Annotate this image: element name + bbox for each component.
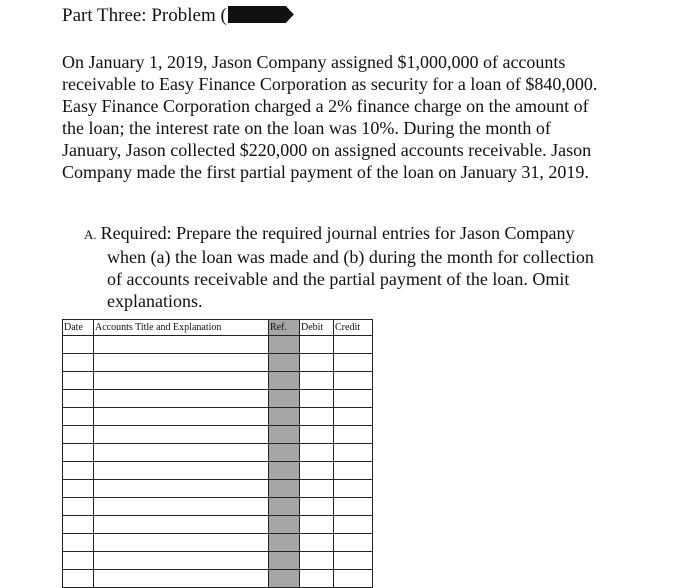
table-row (63, 336, 373, 354)
debit-cell[interactable] (300, 390, 334, 408)
date-cell[interactable] (63, 534, 94, 552)
account-cell[interactable] (94, 372, 269, 390)
debit-cell[interactable] (300, 372, 334, 390)
date-cell[interactable] (63, 354, 94, 372)
date-cell[interactable] (63, 336, 94, 354)
problem-line: Company made the first partial payment of the loan on January 31, 2019. (62, 162, 589, 182)
table-row (63, 408, 373, 426)
table-row (63, 444, 373, 462)
requirement-line: explanations. (107, 291, 203, 311)
account-cell[interactable] (94, 408, 269, 426)
debit-cell[interactable] (300, 354, 334, 372)
requirement-line: of accounts receivable and the partial payment of the loan. Omit (107, 269, 570, 289)
account-cell[interactable] (94, 534, 269, 552)
date-cell[interactable] (63, 462, 94, 480)
problem-line: receivable to Easy Finance Corporation as security for a loan of $840,000. (62, 74, 598, 94)
problem-line: On January 1, 2019, Jason Company assigned $1,000,000 of accounts (62, 52, 566, 72)
date-cell[interactable] (63, 408, 94, 426)
account-cell[interactable] (94, 480, 269, 498)
debit-cell[interactable] (300, 408, 334, 426)
date-cell[interactable] (63, 552, 94, 570)
table-row (63, 552, 373, 570)
ref-cell[interactable] (269, 408, 300, 426)
credit-cell[interactable] (334, 444, 373, 462)
ref-cell[interactable] (269, 390, 300, 408)
table-row (63, 534, 373, 552)
ref-cell[interactable] (269, 444, 300, 462)
requirement-marker: A. (84, 227, 97, 242)
account-cell[interactable] (94, 462, 269, 480)
credit-cell[interactable] (334, 390, 373, 408)
header-credit: Credit (334, 320, 373, 336)
credit-cell[interactable] (334, 336, 373, 354)
heading-text: Part Three: Problem ( (62, 5, 227, 26)
requirement (84, 222, 694, 312)
ref-cell[interactable] (269, 354, 300, 372)
credit-cell[interactable] (334, 480, 373, 498)
debit-cell[interactable] (300, 516, 334, 534)
account-cell[interactable] (94, 354, 269, 372)
table-row (63, 570, 373, 588)
debit-cell[interactable] (300, 498, 334, 516)
section-heading (62, 4, 294, 28)
debit-cell[interactable] (300, 552, 334, 570)
problem-line: January, Jason collected $220,000 on assigned accounts receivable. Jason (62, 140, 592, 160)
ref-cell[interactable] (269, 516, 300, 534)
account-cell[interactable] (94, 552, 269, 570)
date-cell[interactable] (63, 426, 94, 444)
account-cell[interactable] (94, 336, 269, 354)
header-accounts-title: Accounts Title and Explanation (94, 320, 269, 336)
table-row (63, 354, 373, 372)
date-cell[interactable] (63, 516, 94, 534)
journal-table-body (63, 336, 373, 588)
table-row (63, 426, 373, 444)
account-cell[interactable] (94, 516, 269, 534)
account-cell[interactable] (94, 390, 269, 408)
debit-cell[interactable] (300, 426, 334, 444)
credit-cell[interactable] (334, 570, 373, 588)
credit-cell[interactable] (334, 462, 373, 480)
table-header-row (63, 320, 373, 336)
problem-line: Easy Finance Corporation charged a 2% finance charge on the amount of (62, 96, 589, 116)
date-cell[interactable] (63, 498, 94, 516)
ref-cell[interactable] (269, 534, 300, 552)
table-row (63, 498, 373, 516)
debit-cell[interactable] (300, 462, 334, 480)
account-cell[interactable] (94, 444, 269, 462)
credit-cell[interactable] (334, 372, 373, 390)
journal-entry-table (62, 319, 373, 588)
ref-cell[interactable] (269, 372, 300, 390)
redacted-points-mark (228, 6, 294, 23)
debit-cell[interactable] (300, 534, 334, 552)
ref-cell[interactable] (269, 462, 300, 480)
credit-cell[interactable] (334, 552, 373, 570)
table-row (63, 480, 373, 498)
credit-cell[interactable] (334, 516, 373, 534)
credit-cell[interactable] (334, 426, 373, 444)
header-ref: Ref. (269, 320, 300, 336)
debit-cell[interactable] (300, 570, 334, 588)
credit-cell[interactable] (334, 498, 373, 516)
debit-cell[interactable] (300, 480, 334, 498)
debit-cell[interactable] (300, 444, 334, 462)
ref-cell[interactable] (269, 498, 300, 516)
credit-cell[interactable] (334, 534, 373, 552)
date-cell[interactable] (63, 480, 94, 498)
date-cell[interactable] (63, 372, 94, 390)
date-cell[interactable] (63, 390, 94, 408)
table-row (63, 390, 373, 408)
ref-cell[interactable] (269, 336, 300, 354)
credit-cell[interactable] (334, 354, 373, 372)
requirement-line: when (a) the loan was made and (b) during the month for collection (107, 247, 594, 267)
requirement-first-line (84, 222, 694, 246)
debit-cell[interactable] (300, 336, 334, 354)
account-cell[interactable] (94, 498, 269, 516)
table-row (63, 516, 373, 534)
ref-cell[interactable] (269, 570, 300, 588)
problem-statement (62, 51, 694, 183)
requirement-line: Required: Prepare the required journal entries for Jason Company (100, 223, 575, 243)
header-debit: Debit (300, 320, 334, 336)
ref-cell[interactable] (269, 552, 300, 570)
account-cell[interactable] (94, 570, 269, 588)
header-date: Date (63, 320, 94, 336)
ref-cell[interactable] (269, 480, 300, 498)
credit-cell[interactable] (334, 408, 373, 426)
table-row (63, 372, 373, 390)
table-row (63, 462, 373, 480)
account-cell[interactable] (94, 426, 269, 444)
date-cell[interactable] (63, 444, 94, 462)
problem-line: the loan; the interest rate on the loan was 10%. During the month of (62, 118, 551, 138)
date-cell[interactable] (63, 570, 94, 588)
ref-cell[interactable] (269, 426, 300, 444)
